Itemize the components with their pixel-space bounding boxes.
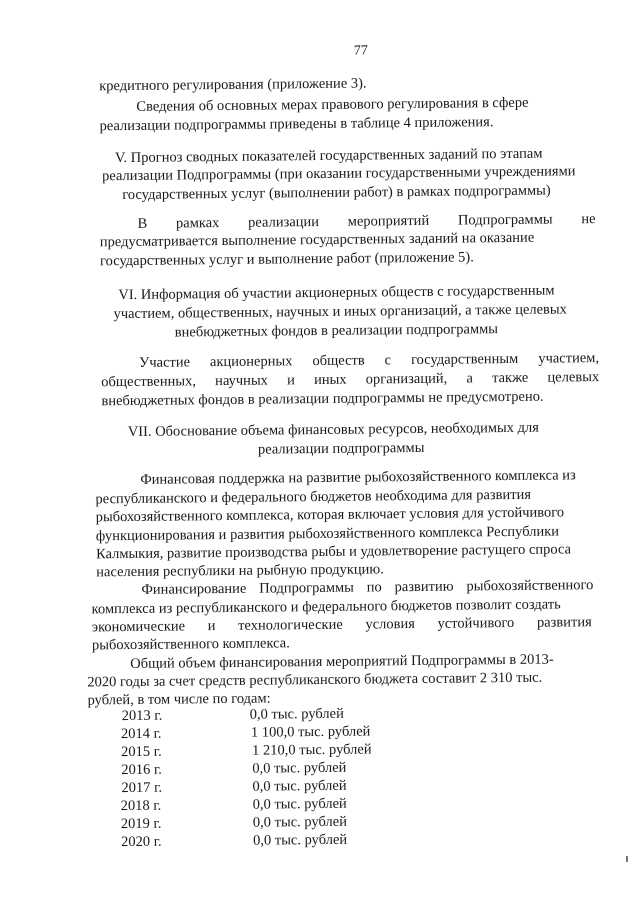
text-line: реализации подпрограммы приведены в таблице 4 приложения.: [99, 114, 494, 135]
year-label: 2018 г.: [120, 797, 162, 815]
section-heading: V. Прогноз сводных показателей государственных заданий по этапам: [114, 145, 543, 167]
word: акционерных: [209, 353, 293, 371]
word: организаций,: [365, 370, 448, 388]
page-number: 77: [353, 43, 368, 59]
year-label: 2019 г.: [120, 815, 162, 833]
justified-line: [92, 613, 592, 636]
section-heading: внебюджетных фондов в реализации подпрограммы: [174, 321, 499, 341]
word: Финансирование: [141, 580, 247, 598]
section-heading: государственных услуг (выполнении работ) в рамках подпрограммы): [122, 182, 551, 204]
word: рыбохозяйственного: [466, 577, 594, 595]
word: по: [366, 579, 382, 596]
text-line: кредитного регулирования (приложение 3).: [99, 75, 367, 95]
word: Участие: [138, 354, 191, 371]
word: участием,: [538, 350, 600, 367]
word: также: [491, 369, 529, 387]
year-amount: 0,0 тыс. рублей: [252, 813, 348, 831]
year-amount: 1 100,0 тыс. рублей: [250, 723, 371, 741]
section-heading: реализации Подпрограммы (при оказании государственными учреждениями: [102, 163, 576, 185]
text-line: Общий объем финансирования мероприятий Подпрограммы в 2013-: [130, 651, 554, 672]
word: мероприятий: [347, 212, 430, 230]
section-heading: VI. Информация об участии акционерных обществ с государственным: [118, 282, 555, 304]
section-heading: VII. Обоснование объема финансовых ресурсов, необходимых для: [127, 419, 539, 441]
scan-speck: [626, 856, 628, 862]
text-line: рыбохозяйственного комплекса.: [91, 635, 290, 654]
year-label: 2017 г.: [121, 779, 163, 797]
text-line: предусматривается выполнение государственных заданий на оказание: [99, 229, 535, 251]
word: рамках: [175, 215, 220, 232]
word: и: [207, 618, 216, 635]
word: реализации: [248, 213, 320, 231]
year-amount: 0,0 тыс. рублей: [252, 759, 347, 777]
text-line: республиканского и федерального бюджетов необходима для развития: [95, 486, 532, 508]
word: устойчивого: [437, 614, 515, 632]
word: обществ: [312, 352, 365, 370]
word: с: [384, 352, 392, 369]
text-line: Сведения об основных мерах правового регулирования в сфере: [136, 94, 529, 115]
year-label: 2020 г.: [120, 833, 162, 851]
year-amount: 0,0 тыс. рублей: [249, 705, 344, 723]
word: экономические: [91, 618, 186, 636]
word: технологические: [238, 616, 343, 634]
year-label: 2015 г.: [121, 743, 162, 761]
word: не: [581, 211, 596, 228]
text-line: 2020 годы за счет средств республиканского бюджета составит 2 310 тыс.: [87, 669, 543, 691]
year-amount: 1 210,0 тыс. рублей: [252, 741, 372, 759]
word: целевых: [547, 369, 600, 386]
text-line: рыбохозяйственного комплекса, которая включает условия для устойчивого: [95, 504, 565, 526]
year-label: 2014 г.: [120, 725, 162, 743]
word: государственным: [410, 350, 519, 369]
year-amount: 0,0 тыс. рублей: [252, 795, 347, 813]
year-amount: 0,0 тыс. рублей: [252, 831, 348, 849]
text-line: Калмыкия, развитие производства рыбы и удовлетворение растущего спроса: [95, 541, 572, 563]
word: развития: [536, 614, 592, 631]
text-line: Финансовая поддержка на развитие рыбохозяйственного комплекса из: [140, 467, 576, 488]
word: Подпрограммы: [259, 579, 354, 597]
text-line: функционирования и развития рыбохозяйственного комплекса Республики: [95, 523, 560, 545]
section-heading: участием, общественных, научных и иных организаций, а также целевых: [113, 301, 567, 323]
word: В: [137, 215, 148, 232]
text-line: комплекса из республиканского и федерального бюджетов позволит создать: [91, 596, 561, 618]
word: общественных,: [101, 373, 197, 391]
year-amount: 0,0 тыс. рублей: [252, 777, 347, 795]
year-label: 2013 г.: [121, 707, 163, 725]
text-line: рублей, в том числе по годам:: [87, 690, 271, 709]
word: а: [466, 370, 473, 387]
year-label: 2016 г.: [121, 761, 162, 779]
word: развитию: [394, 578, 454, 596]
text-line: населения республики на рыбную продукцию.: [96, 561, 384, 581]
word: условия: [365, 616, 415, 633]
section-heading: реализации подпрограммы: [257, 439, 425, 458]
text-line: государственных услуг и выполнение работ (приложение 5).: [99, 249, 474, 270]
word: Подпрограммы: [457, 211, 553, 229]
text-line: внебюджетных фондов в реализации подпрограммы не предусмотрено.: [101, 388, 544, 410]
word: и: [287, 372, 295, 389]
word: иных: [313, 371, 347, 389]
word: научных: [215, 372, 268, 390]
